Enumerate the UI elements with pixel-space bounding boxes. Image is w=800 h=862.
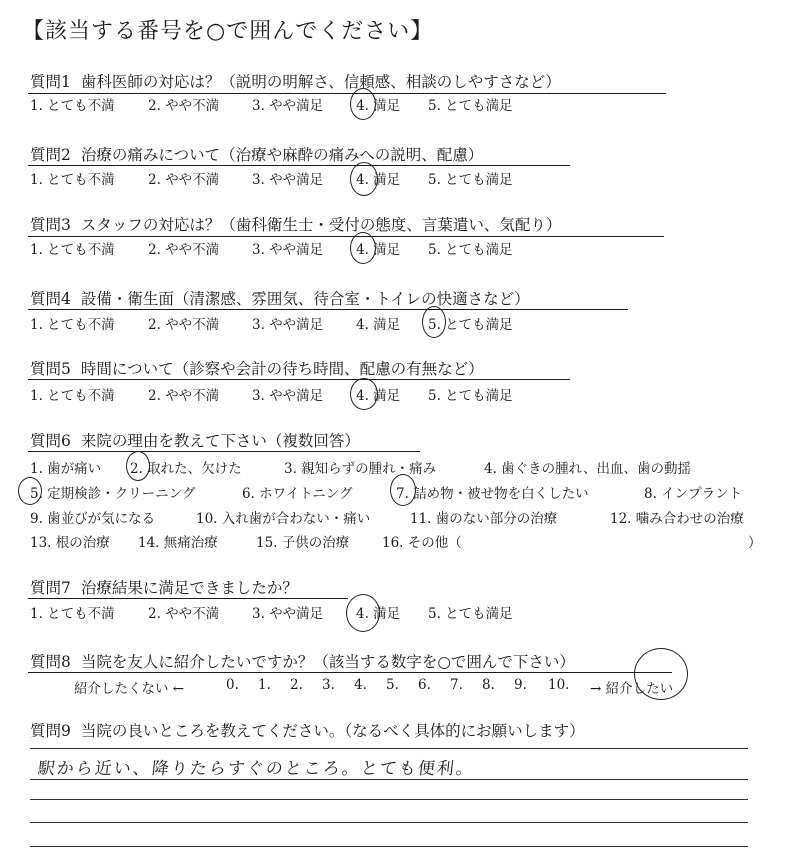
reason-1[interactable]: 1. 歯が痛い [30,461,102,477]
underline [28,236,664,237]
selection-circle [422,306,446,338]
question-text: スタッフの対応は？（歯科衛生士・受付の態度、言葉遣い、気配り） [80,216,562,234]
answer-line-4 [30,822,748,823]
selection-circle [350,232,376,264]
option-5[interactable]: 5. とても満足 [428,388,513,404]
option-3[interactable]: 3. やや満足 [252,98,324,114]
option-4[interactable]: 4. 満足 [356,317,401,333]
option-4[interactable]: 4. 満足 [356,242,401,258]
reason-10[interactable]: 10. 入れ歯が合わない・痛い [196,511,371,527]
question-number: 質問9 [30,722,71,740]
score-1[interactable]: 1. [258,677,271,693]
score-3[interactable]: 3. [322,677,335,693]
selection-circle [634,648,688,700]
question-1 [30,70,561,92]
question-text: 設備・衛生面（清潔感、雰囲気、待合室・トイレの快適さなど） [80,290,530,308]
question-5 [30,357,484,379]
question-2 [30,143,483,165]
question-text: 時間について（診察や会計の待ち時間、配慮の有無など） [80,360,484,378]
reason-14[interactable]: 14. 無痛治療 [138,535,218,551]
score-5[interactable]: 5. [386,677,399,693]
option-5[interactable]: 5. とても満足 [428,317,513,333]
question-4 [30,287,530,309]
option-1[interactable]: 1. とても不満 [30,317,115,333]
question-text: 歯科医師の対応は？（説明の明解さ、信頼感、相談のしやすさなど） [80,73,561,91]
question-7 [30,576,298,598]
answer-line-1 [30,748,748,749]
scale-left-label: 紹介したくない ← [74,681,185,697]
question-9 [30,719,585,741]
underline [28,379,570,380]
option-4[interactable]: 4. 満足 [356,388,401,404]
option-2[interactable]: 2. やや不満 [148,317,220,333]
question-number: 質問8 [30,653,71,671]
form-heading: 【該当する番号を○で囲んでください】 [22,19,434,44]
reason-16-close-paren: ） [748,535,762,551]
option-5[interactable]: 5. とても満足 [428,242,513,258]
underline [28,598,348,599]
score-6[interactable]: 6. [418,677,431,693]
score-9[interactable]: 9. [514,677,527,693]
option-5[interactable]: 5. とても満足 [428,98,513,114]
option-3[interactable]: 3. やや満足 [252,388,324,404]
selection-circle [126,451,150,481]
option-3[interactable]: 3. やや満足 [252,606,324,622]
reason-2[interactable]: 2. 取れた、欠けた [130,461,242,477]
option-1[interactable]: 1. とても不満 [30,606,115,622]
reason-8[interactable]: 8. インプラント [644,486,743,502]
selection-circle [390,474,416,506]
question-6 [30,429,360,451]
score-4[interactable]: 4. [354,677,367,693]
option-1[interactable]: 1. とても不満 [30,242,115,258]
reason-15[interactable]: 15. 子供の治療 [256,535,350,551]
option-1[interactable]: 1. とても不満 [30,98,115,114]
underline [28,309,628,310]
option-1[interactable]: 1. とても不満 [30,172,115,188]
question-number: 質問1 [30,73,71,91]
score-2[interactable]: 2. [290,677,303,693]
question-text: 来院の理由を教えて下さい（複数回答） [80,432,360,450]
selection-circle [350,88,376,120]
selection-circle [346,594,380,632]
question-number: 質問2 [30,146,71,164]
score-7[interactable]: 7. [450,677,463,693]
option-3[interactable]: 3. やや満足 [252,242,324,258]
handwritten-answer[interactable]: 駅から近い、降りたらすぐのところ。とても便利。 [36,759,476,779]
reason-9[interactable]: 9. 歯並びが気になる [30,511,156,527]
answer-line-5 [30,846,748,847]
reason-5[interactable]: 5. 定期検診・クリーニング [30,486,196,502]
question-number: 質問3 [30,216,71,234]
reason-3[interactable]: 3. 親知らずの腫れ・痛み [284,461,437,477]
option-4[interactable]: 4. 満足 [356,172,401,188]
answer-line-3 [30,799,748,800]
selection-circle [350,162,378,196]
question-number: 質問4 [30,290,71,308]
option-2[interactable]: 2. やや不満 [148,98,220,114]
reason-13[interactable]: 13. 根の治療 [30,535,110,551]
reason-6[interactable]: 6. ホワイトニング [242,486,353,502]
reason-16[interactable]: 16. その他（ [382,535,462,551]
option-3[interactable]: 3. やや満足 [252,172,324,188]
reason-11[interactable]: 11. 歯のない部分の治療 [410,511,558,527]
option-2[interactable]: 2. やや不満 [148,172,220,188]
scale-right-label[interactable]: → 紹介したい [590,681,674,697]
option-2[interactable]: 2. やや不満 [148,242,220,258]
reason-12[interactable]: 12. 噛み合わせの治療 [610,511,744,527]
option-2[interactable]: 2. やや不満 [148,388,220,404]
answer-line-2 [30,779,748,780]
option-3[interactable]: 3. やや満足 [252,317,324,333]
selection-circle [350,378,378,410]
question-text: 治療の痛みについて（治療や麻酔の痛みへの説明、配慮） [80,146,484,164]
question-8 [30,650,575,672]
reason-7[interactable]: 7. 詰め物・被せ物を白くしたい [396,486,589,502]
underline [28,672,672,673]
score-0[interactable]: 0. [226,677,239,693]
underline [28,451,420,452]
underline [28,93,666,94]
question-3 [30,213,561,235]
reason-4[interactable]: 4. 歯ぐきの腫れ、出血、歯の動揺 [484,461,691,477]
question-number: 質問7 [30,579,71,597]
option-5[interactable]: 5. とても満足 [428,606,513,622]
option-4[interactable]: 4. 満足 [356,606,401,622]
score-8[interactable]: 8. [482,677,495,693]
underline [28,165,570,166]
option-2[interactable]: 2. やや不満 [148,606,220,622]
question-text: 当院の良いところを教えてください。（なるべく具体的にお願いします） [80,722,585,740]
option-5[interactable]: 5. とても満足 [428,172,513,188]
option-4[interactable]: 4. 満足 [356,98,401,114]
question-text: 当院を友人に紹介したいですか？（該当する数字を○で囲んで下さい） [80,653,575,671]
selection-circle [18,477,42,505]
option-1[interactable]: 1. とても不満 [30,388,115,404]
question-text: 治療結果に満足できましたか？ [80,579,298,597]
score-10[interactable]: 10. [548,677,570,693]
question-number: 質問6 [30,432,71,450]
question-number: 質問5 [30,360,71,378]
